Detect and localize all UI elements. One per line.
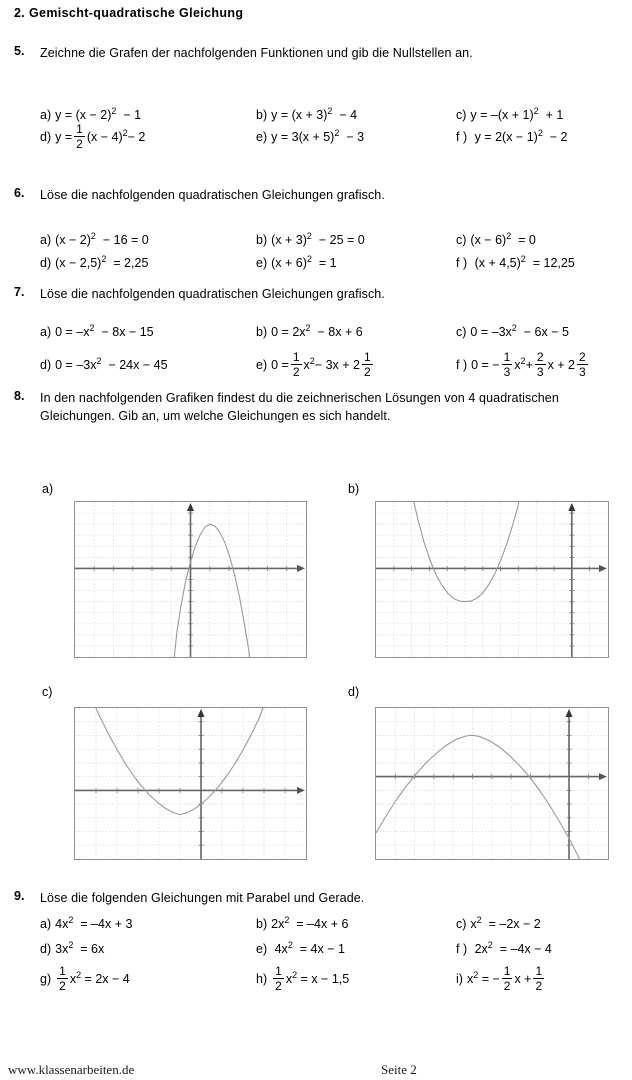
exercise-7-prompt: Löse die nachfolgenden quadratischen Gleichungen grafisch. [40,287,385,301]
equation-7d-text: $0 = -3x^2 - 24x - 45$ [55,355,168,372]
equation-9d-text: $3x^2 = 6x$ [55,939,105,956]
equation-9e: e) $4x^2 = 4x - 1$ [256,939,345,956]
exercise-9-items [40,915,630,992]
graph-a-svg [75,502,306,657]
x-axis-arrow [297,787,305,794]
equation-7b-text: $0 = 2x^2 - 8x + 6$ [271,322,363,339]
equation-9g-text: $x^2 = 2x - 4$ [69,969,130,986]
equation-5c-text: $y = -(x + 1)^2 + 1$ [470,105,564,122]
equation-6b: b) $(x + 3)^2 - 25 = 0$ [256,230,365,247]
equation-7b: b) $0 = 2x^2 - 8x + 6$ [256,322,363,339]
exercise-7 [14,285,626,303]
equation-7d: d) $0 = -3x^2 - 24x - 45$ [40,355,168,372]
equation-5b-text: $y = (x + 3)^2 - 4$ [271,105,358,122]
exercise-6-items [40,231,630,271]
fraction-one-half: $\frac{1}{2}$ [275,963,282,993]
chapter-title: 2. Gemischt-quadratische Gleichung [14,6,244,20]
equation-6c: c) $(x - 6)^2 = 0$ [456,230,536,247]
fraction-one-half: $\frac{1}{2}$ [503,963,511,993]
equation-9f: f ) $2x^2 = -4x - 4$ [456,939,552,956]
equation-9e-text: $4x^2 = 4x - 1$ [271,939,345,956]
exercise-6 [14,186,626,204]
grid-lines [376,708,608,859]
exercise-9-number: 9. [14,889,25,903]
exercise-9-prompt: Löse die folgenden Gleichungen mit Parabel und Gerade. [40,891,365,905]
parabola-curve-b [413,502,521,602]
parabola-curve-c [93,708,265,815]
equation-5a-text: $y = (x - 2)^2 - 1$ [55,105,142,122]
exercise-7-number: 7. [14,285,25,299]
equation-9i-text-2: x + [514,971,532,986]
equation-9b-text: $2x^2 = -4x + 6$ [271,914,349,931]
equation-5e-text: $y = 3(x + 5)^2 - 3$ [271,127,365,144]
equation-5d-text: $(x - 4)^2- 2$ [86,127,146,144]
equation-7e-text: $x^2- 3x + 2$ [303,355,360,372]
y-axis-arrow [198,709,205,717]
fraction-one-half-2: $\frac{1}{2}$ [364,349,371,379]
equation-5f-text: $y = 2(x - 1)^2 - 2$ [471,127,568,144]
equation-6d-text: $(x - 2,5)^2 = 2,25$ [55,253,149,270]
equation-5c: c) $y = -(x + 1)^2 + 1$ [456,105,564,122]
equation-7a: a) $0 = -x^2 - 8x - 15$ [40,322,154,339]
exercise-5 [14,44,626,62]
parabola-curve-d [376,735,581,859]
graph-panel-a [74,501,307,658]
equation-6f-text: $(x + 4,5)^2 = 12,25$ [471,253,575,270]
exercise-5-prompt: Zeichne die Grafen der nachfolgenden Funktionen und gib die Nullstellen an. [40,46,473,60]
fraction-one-half: $\frac{1}{2}$ [292,349,300,379]
equation-9d: d) $3x^2 = 6x$ [40,939,105,956]
exercise-6-number: 6. [14,186,25,200]
equation-9c: c) $x^2 = -2x - 2$ [456,914,541,931]
equation-9a: a) $4x^2 = -4x + 3$ [40,914,133,931]
equation-6b-text: $(x + 3)^2 - 25 = 0$ [271,230,365,247]
graph-label-d: d) [348,685,360,699]
equation-9a-text: $4x^2 = -4x + 3$ [55,914,133,931]
equation-5a: a) $y = (x - 2)^2 - 1$ [40,105,142,122]
equation-5d: d) y = $\frac{1}{2}$ $(x - 4)^2- 2$ [40,121,146,151]
equation-9h: h) $\frac{1}{2}$ $x^2 = x - 1,5$ [256,963,350,993]
equation-7a-text: $0 = -x^2 - 8x - 15$ [55,322,154,339]
exercise-9 [14,889,626,907]
exercise-5-items [40,106,630,150]
graph-b-svg [376,502,608,657]
graph-label-a: a) [42,482,54,496]
equation-9i-text: $x^2$ = − [466,969,500,986]
equation-9h-text: $x^2 = x - 1,5$ [285,969,350,986]
x-axis-arrow [599,565,607,572]
equation-7e: e) 0 = $\frac{1}{2}$ $x^2- 3x + 2$ $\frac{1}{2}$ [256,349,371,379]
equation-6a: a) $(x - 2)^2 - 16 = 0$ [40,230,149,247]
equation-9i: i) $x^2$ = − $\frac{1}{2}$ x + $\frac{1}{2}$ [456,963,543,993]
exercise-6-prompt: Löse die nachfolgenden quadratischen Gleichungen grafisch. [40,188,385,202]
equation-9f-text: $2x^2 = -4x - 4$ [471,939,552,956]
equation-6e-text: $(x + 6)^2 = 1$ [271,253,337,270]
exercise-8-number: 8. [14,389,25,403]
equation-6f: f ) $(x + 4,5)^2 = 12,25$ [456,253,575,270]
graph-panel-c [74,707,307,860]
graph-panel-d [375,707,609,860]
graph-d-svg [376,708,608,859]
equation-6a-text: $(x - 2)^2 - 16 = 0$ [55,230,149,247]
exercise-7-items [40,323,630,378]
equation-9g: g) $\frac{1}{2}$ $x^2 = 2x - 4$ [40,963,130,993]
graph-label-b: b) [348,482,360,496]
exercise-5-number: 5. [14,44,25,58]
equation-6e: e) $(x + 6)^2 = 1$ [256,253,337,270]
equation-5f: f ) $y = 2(x - 1)^2 - 2$ [456,127,568,144]
y-axis-arrow [566,709,573,717]
fraction-two-thirds: $\frac{2}{3}$ [536,349,544,379]
footer-site: www.klassenarbeiten.de [8,1062,135,1077]
fraction-two-thirds-2: $\frac{2}{3}$ [579,349,586,379]
equation-7c: c) $0 = -3x^2 - 6x - 5$ [456,322,569,339]
y-axis-arrow [568,503,575,511]
footer-page-number: Seite 2 [381,1062,417,1077]
exercise-8-prompt: In den nachfolgenden Grafiken findest du die zeichnerischen Lösungen von 4 quadratischen Gleichungen. Gib an, um welche Gleichungen es sich handelt. [40,391,559,424]
fraction-one-half: $\frac{1}{2}$ [59,963,66,993]
equation-5e: e) $y = 3(x + 5)^2 - 3$ [256,127,365,144]
equation-7f: f ) 0 = − $\frac{1}{3}$ $x^2+$ $\frac{2}{3}$ x + 2 $\frac{2}{3}$ [456,349,586,379]
equation-9c-text: $x^2 = -2x - 2$ [470,914,541,931]
x-axis-arrow [599,773,607,780]
x-axis-arrow [297,565,305,572]
fraction-one-third: $\frac{1}{3}$ [503,349,511,379]
equation-7f-text-2: x + 2 [547,357,576,372]
equation-9b: b) $2x^2 = -4x + 6$ [256,914,349,931]
fraction-one-half-2: $\frac{1}{2}$ [535,963,543,993]
y-axis-arrow [187,503,194,511]
graph-label-c: c) [42,685,53,699]
fraction-one-half: $\frac{1}{2}$ [76,121,83,151]
equation-6d: d) $(x - 2,5)^2 = 2,25$ [40,253,149,270]
equation-7c-text: $0 = -3x^2 - 6x - 5$ [470,322,569,339]
equation-6c-text: $(x - 6)^2 = 0$ [470,230,536,247]
graph-panel-b [375,501,609,658]
graph-c-svg [75,708,306,859]
equation-7f-text: $x^2+$ [514,355,533,372]
equation-5b: b) $y = (x + 3)^2 - 4$ [256,105,358,122]
exercise-8 [14,389,626,425]
grid-lines [75,708,306,859]
